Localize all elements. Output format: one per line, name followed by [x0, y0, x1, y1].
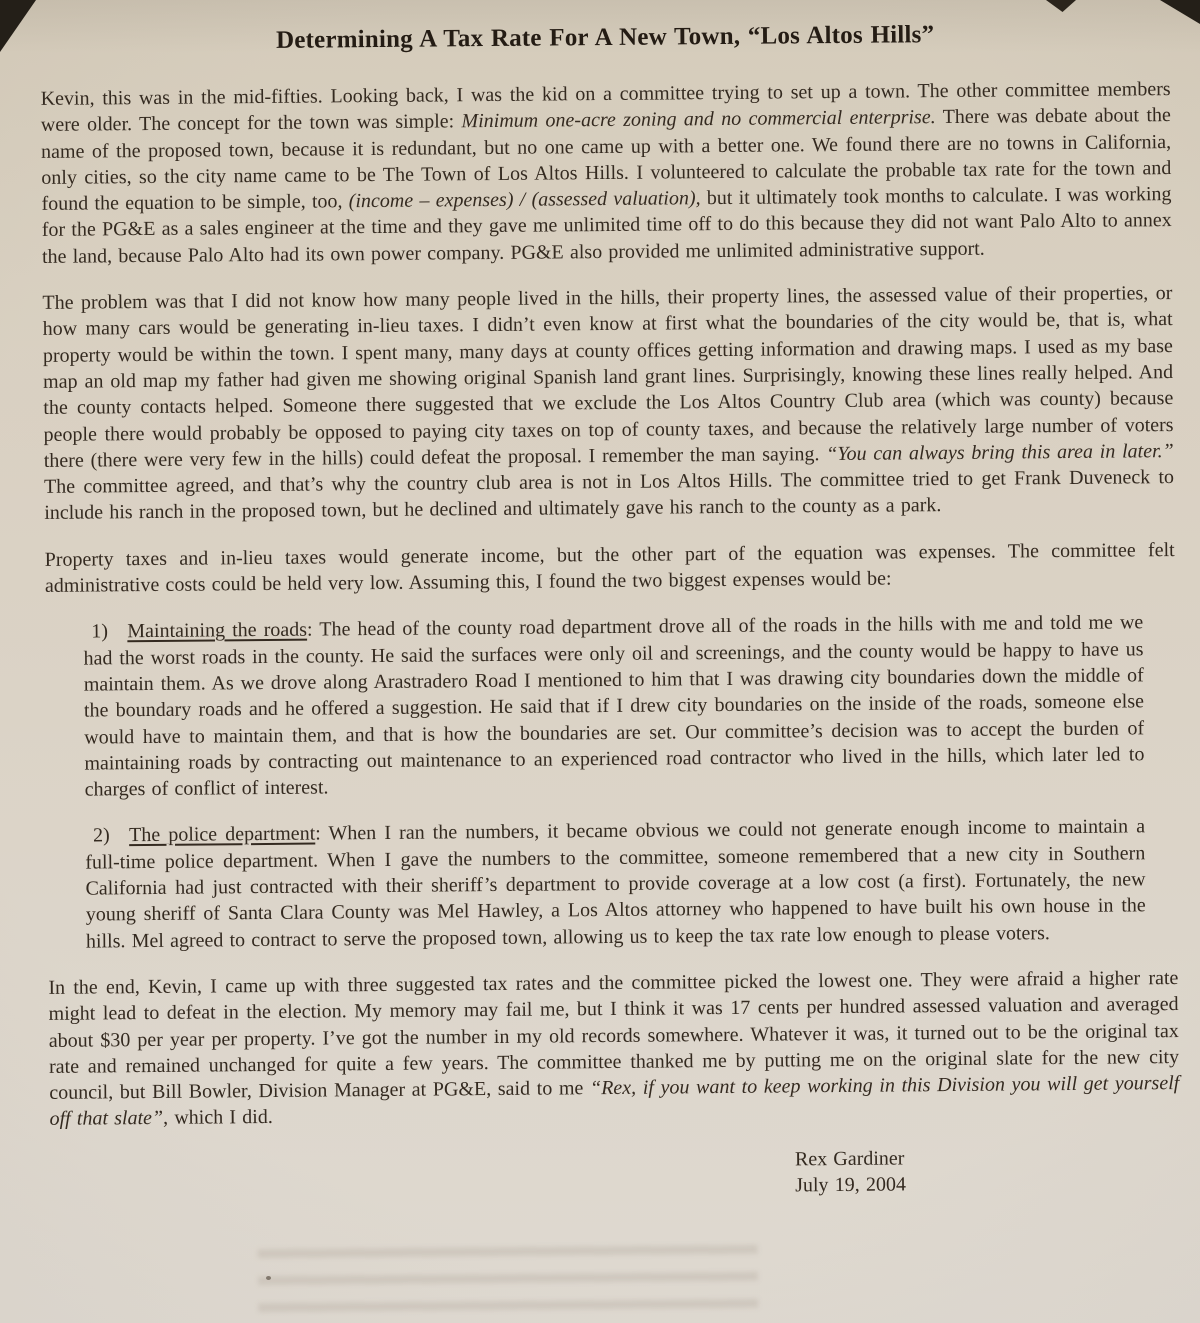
text-run: Property taxes and in-lieu taxes would generate income, but the other part of the equation was expenses. The committee felt administrative costs could be held very low. Assuming this, I found the two biggest expenses would be:: [44, 538, 1175, 597]
text-run: but it ultimately took months to calculate. I was working for the PG&E as a sales engineer at the time and they gave me unlimited time off to do this because they did not want Palo Alto to annex the land, because Palo Alto had its own power company. PG&E also provided me unlimited administrative support.: [41, 183, 1172, 268]
list-item-text: [83, 610, 1145, 803]
bleed-through-smudge: [258, 1242, 759, 1312]
list-marker: 1): [91, 620, 109, 643]
italic-text: Minimum one-acre zoning and no commercial enterprise.: [461, 106, 936, 133]
underlined-heading: The police department: [128, 822, 316, 847]
underlined-heading: Maintaining the roads: [127, 618, 308, 643]
text-run: The committee agreed, and that’s why the country club area is not in Los Altos Hills. The committee tried to get Frank Duveneck to include his ranch in the proposed town, but he declined and ultimately gave his ranch to the county as a park.: [43, 466, 1175, 525]
italic-text: “Rex, if you want to keep working in this Division you will get yourself off that slate”: [49, 1072, 1180, 1131]
scan-edge-notch: [1046, 0, 1076, 12]
ink-speck: [266, 1276, 271, 1280]
text-run: : The head of the county road department drove all of the roads in the hills with me and told me we had the worst roads in the county. He said the surfaces were only oil and screenings, and the county would be happy to have us maintain them. As we drove along Arastradero Road I mentioned to him that I was drawing city boundaries down the middle of the boundary roads and he offered a suggestion. He said that if I drew city boundaries on the inside of the roads, someone else would have to maintain them, and that is how the boundaries are set. Our committee’s decision was to accept the burden of maintaining roads by contracting out maintenance to an experienced road contractor who lived in the hills, which later led to charges of conflict of interest.: [83, 611, 1145, 801]
list-item: [45, 609, 1177, 803]
list-marker: 2): [92, 824, 110, 847]
italic-text: “You can always bring this area in later.”: [826, 439, 1174, 465]
text-run: , which I did.: [162, 1106, 273, 1130]
signature-name: Rex Gardiner: [794, 1147, 905, 1171]
text-run: There was debate about the name of the proposed town, because it is redundant, but no one came up with a better one. We found there are no towns in California, only cities, so the city name came to be The Town of Los Altos Hills. I volunteered to calculate the probable tax rate for the town and found the equation to be simple, too,: [41, 104, 1172, 216]
text-run: Kevin, this was in the mid-fifties. Looking back, I was the kid on a committee trying to set up a town. The other committee members were older. The concept for the town was simple:: [40, 78, 1171, 137]
text-run: The problem was that I did not know how many people lived in the hills, their property lines, the assessed value of their properties, or how many cars would be generating in-lieu taxes. I didn’t even know at first what the boundaries of the city would be, that is, what property would be within the town. I spent many, many days at county offices getting information and drawing maps. I used as my base map an old map my father had given me showing original Spanish land grant lines. Surprisingly, knowing these lines really helped. And the county contacts helped. Someone there suggested that we exclude the Los Altos Country Club area (which was county) because people there would probably be opposed to paying city taxes on top of county taxes, and because the relatively large number of voters there (there were very few in the hills) could defeat the proposal. I remember the man saying.: [42, 282, 1174, 472]
italic-text: (income – expenses) / (assessed valuation),: [348, 187, 701, 213]
text-run: : When I ran the numbers, it became obvious we could not generate enough income to maintain a full-time police department. When I gave the numbers to the committee, someone remembered that a new city in Southern California had just contracted with their sheriff’s department to provide coverage at a low cost (a first). Fortunately, the new young sheriff of Santa Clara County was Mel Hawley, a Los Altos attorney who happened to have built his own house in the hills. Mel agreed to contract to serve the proposed town, allowing us to keep the tax rate low enough to please voters.: [85, 815, 1146, 953]
paragraph: [48, 965, 1179, 1133]
document-title: Determining A Tax Rate For A New Town, “Los Altos Hills”: [275, 21, 935, 54]
paragraph: [42, 280, 1174, 527]
list-item-text: [85, 814, 1146, 955]
signature-block: [795, 1143, 1180, 1198]
text-run: In the end, Kevin, I came up with three suggested tax rates and the committee picked the lowest one. They were afraid a higher rate might lead to defeat in the election. My memory may fail me, but I think it was 17 cents per hundred assessed valuation and averaged about $30 per year per property. I’ve got the number in my old records somewhere. Whatever it was, it turned out to be the original tax rate and remained unchanged for quite a few years. The committee thanked me by putting me on the original slate for the new city council, but Bill Bowler, Division Manager at PG&E, said to me: [48, 966, 1180, 1104]
document-body: [41, 76, 1180, 1133]
paragraph: [41, 76, 1173, 270]
paragraph: [45, 537, 1175, 599]
document-content: [40, 17, 1180, 1205]
list-item: [47, 813, 1178, 954]
signature-date: July 19, 2004: [795, 1173, 906, 1197]
scan-corner-top-left: [0, 0, 36, 52]
